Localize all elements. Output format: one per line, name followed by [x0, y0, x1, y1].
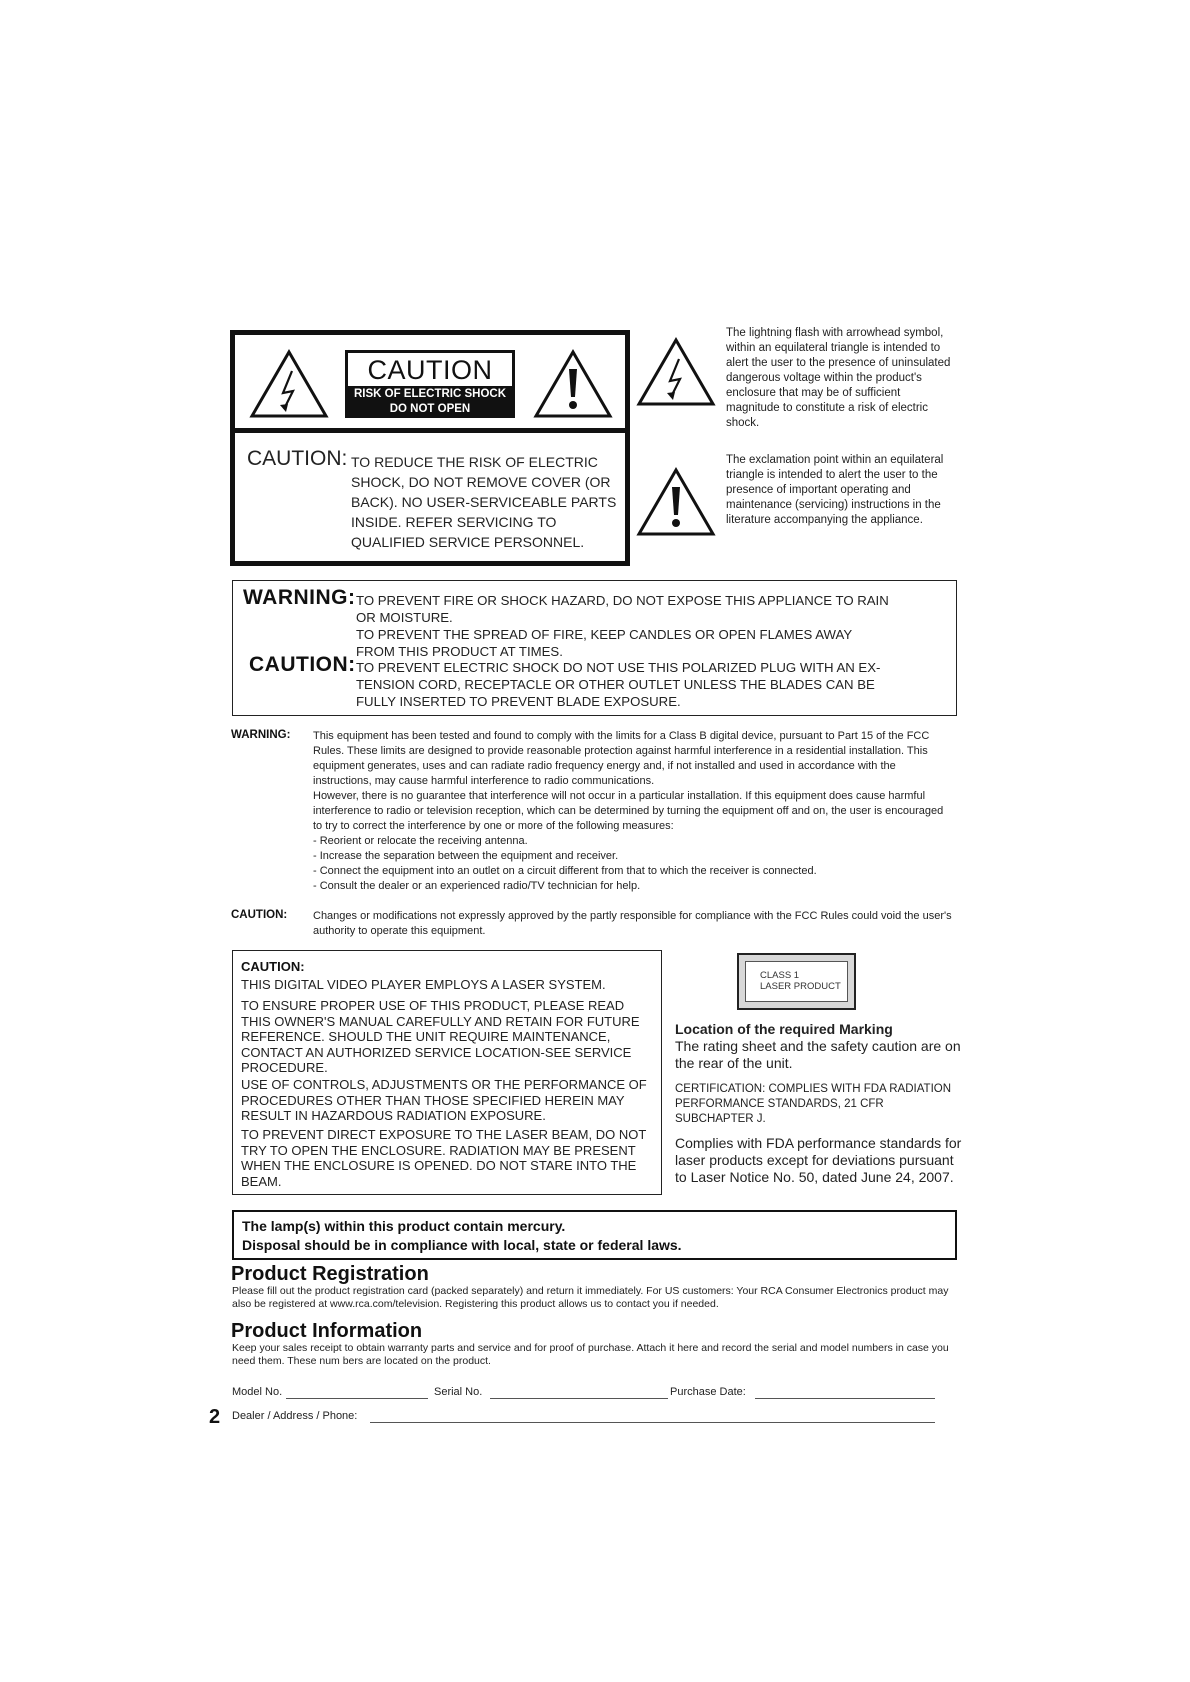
product-information-text: Keep your sales receipt to obtain warranty parts and service and for proof of purchase. Attach it here and record the serial and model numbers in case you need them. These num bers are located on the product.: [232, 1342, 949, 1367]
caution-line: FULLY INSERTED TO PREVENT BLADE EXPOSURE.: [356, 694, 681, 709]
laser-paragraph: USE OF CONTROLS, ADJUSTMENTS OR THE PERFORMANCE OF PROCEDURES OTHER THAN THOSE SPECIFIED HEREIN MAY RESULT IN HAZARDOUS RADIATION EXPOSURE.: [241, 1077, 647, 1123]
fcc-measure: - Reorient or relocate the receiving antenna.: [313, 835, 528, 847]
marking-title: Location of the required Marking: [675, 1021, 893, 1037]
product-registration-title: Product Registration: [231, 1263, 429, 1285]
caution-main-text: TO REDUCE THE RISK OF ELECTRIC SHOCK, DO NOT REMOVE COVER (OR BACK). NO USER-SERVICEABLE PARTS INSIDE. REFER SERVICING TO QUALIFIED SERVICE PERSONNEL.: [351, 454, 617, 550]
laser-paragraph: TO PREVENT DIRECT EXPOSURE TO THE LASER BEAM, DO NOT TRY TO OPEN THE ENCLOSURE. RADIATION MAY BE PRESENT WHEN THE ENCLOSURE IS OPENED. DO NOT STARE INTO THE BEAM.: [241, 1127, 647, 1189]
exclamation-triangle-icon: [533, 349, 613, 419]
product-registration-text: Please fill out the product registration card (packed separately) and return it immediately. For US customers: Your RCA Consumer Electronics product may also be registered at www.rca.com/television. Registering this product allows us to contact you if needed.: [232, 1285, 949, 1310]
model-number-field[interactable]: [286, 1398, 428, 1399]
fcc-measure: - Consult the dealer or an experienced radio/TV technician for help.: [313, 880, 641, 892]
warning-label: WARNING:: [243, 586, 356, 609]
class-label-text: [760, 970, 841, 992]
caution-label: [345, 350, 515, 418]
marking-text: The rating sheet and the safety caution are on the rear of the unit.: [675, 1038, 961, 1071]
laser-caution-heading: CAUTION:: [241, 959, 305, 974]
product-information-title: Product Information: [231, 1320, 423, 1342]
purchase-date-field[interactable]: [755, 1398, 935, 1399]
warning-box: [232, 580, 957, 716]
mercury-notice-box: [232, 1210, 957, 1260]
dealer-label: Dealer / Address / Phone:: [232, 1410, 358, 1422]
laser-paragraph: TO ENSURE PROPER USE OF THIS PRODUCT, PLEASE READ THIS OWNER'S MANUAL CAREFULLY AND RETAIN FOR FUTURE REFERENCE. SHOULD THE UNIT REQUIRE MAINTENANCE, CONTACT AN AUTHORIZED SERVICE LOCATION-SEE SERVICE PROCEDURE.: [241, 998, 640, 1075]
caution-label-line: RISK OF ELECTRIC SHOCK: [353, 388, 507, 400]
class-label-line: LASER PRODUCT: [760, 981, 841, 992]
fcc-measure: - Increase the separation between the equipment and receiver.: [313, 850, 619, 862]
warning-line: OR MOISTURE.: [356, 610, 453, 625]
fcc-caution-text: Changes or modifications not expressly approved by the partly responsible for compliance with the FCC Rules could void the user's authority to operate this equipment.: [313, 910, 952, 937]
page-number: 2: [209, 1406, 221, 1428]
caution-box: [230, 330, 630, 566]
caution-label-line: DO NOT OPEN: [389, 403, 471, 415]
serial-number-field[interactable]: [490, 1398, 668, 1399]
caution-line: TO PREVENT ELECTRIC SHOCK DO NOT USE THIS POLARIZED PLUG WITH AN EX-: [356, 660, 881, 675]
exclamation-symbol-description: The exclamation point within an equilateral triangle is intended to alert the user to the presence of important operating and maintenance (servicing) instructions in the literature accompanying the appliance.: [726, 454, 944, 526]
certification-text: CERTIFICATION: COMPLIES WITH FDA RADIATION PERFORMANCE STANDARDS, 21 CFR SUBCHAPTER J.: [675, 1083, 952, 1125]
caution-label-subtitle: [348, 386, 512, 415]
caution-symbol-strip: [235, 335, 625, 433]
class-label-line: CLASS 1: [760, 970, 800, 981]
caution-line: TENSION CORD, RECEPTACLE OR OTHER OUTLET UNLESS THE BLADES CAN BE: [356, 677, 875, 692]
dealer-field[interactable]: [370, 1422, 935, 1423]
fcc-warning-text: [313, 729, 953, 894]
warning-line: TO PREVENT THE SPREAD OF FIRE, KEEP CANDLES OR OPEN FLAMES AWAY: [356, 627, 853, 642]
fda-compliance-text: Complies with FDA performance standards for laser products except for deviations pursuant to Laser Notice No. 50, dated June 24, 2007.: [675, 1135, 962, 1185]
fcc-measure: - Connect the equipment into an outlet on a circuit different from that to which the receiver is connected.: [313, 865, 817, 877]
mercury-line: Disposal should be in compliance with local, state or federal laws.: [242, 1237, 682, 1253]
warning-line: TO PREVENT FIRE OR SHOCK HAZARD, DO NOT EXPOSE THIS APPLIANCE TO RAIN: [356, 593, 889, 608]
laser-paragraph: THIS DIGITAL VIDEO PLAYER EMPLOYS A LASER SYSTEM.: [241, 977, 606, 992]
mercury-line: The lamp(s) within this product contain mercury.: [242, 1218, 566, 1234]
warning-line: FROM THIS PRODUCT AT TIMES.: [356, 644, 563, 659]
model-number-label: Model No.: [232, 1386, 283, 1398]
fcc-warning-label: WARNING:: [231, 729, 291, 741]
lightning-triangle-icon: [636, 337, 716, 407]
fcc-caution-label: CAUTION:: [231, 909, 288, 921]
lightning-triangle-icon: [249, 349, 329, 419]
caution-label-title: CAUTION: [367, 355, 493, 385]
caution-label: CAUTION:: [249, 653, 356, 676]
class-1-laser-label: [737, 953, 856, 1010]
serial-number-label: Serial No.: [434, 1386, 483, 1398]
class-label-inner: [745, 961, 848, 1002]
lightning-symbol-description: The lightning flash with arrowhead symbol, within an equilateral triangle is intended to alert the user to the presence of uninsulated dangerous voltage within the product's enclosure that may be of sufficient magnitude to constitute a risk of electric shock.: [726, 327, 951, 429]
exclamation-triangle-icon: [636, 467, 716, 537]
caution-main-label: CAUTION:: [247, 447, 348, 470]
laser-caution-box: [232, 950, 662, 1195]
fcc-paragraph: This equipment has been tested and found to comply with the limits for a Class B digital device, pursuant to Part 15 of the FCC Rules. These limits are designed to provide reasonable protection against harmful interference in a residential installation. This equipment generates, uses and can radiate radio frequency energy and, if not installed and used in accordance with the instructions, may cause harmful interference to radio communications.: [313, 730, 930, 787]
purchase-date-label: Purchase Date:: [670, 1386, 746, 1398]
fcc-paragraph: However, there is no guarantee that interference will not occur in a particular installation. If this equipment does cause harmful interference to radio or television reception, which can be determined by turning the equipment off and on, the user is encouraged to try to correct the interference by one or more of the following measures:: [313, 790, 944, 832]
